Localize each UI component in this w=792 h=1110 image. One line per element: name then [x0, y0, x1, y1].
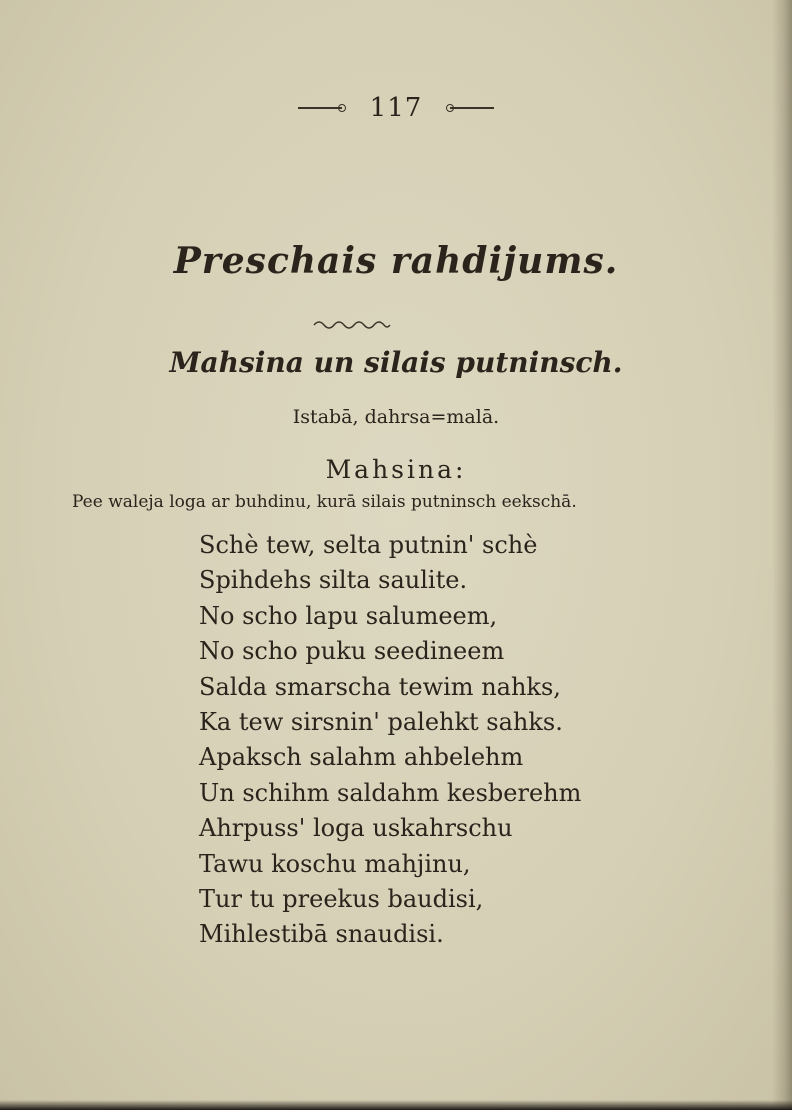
left-arrow-ornament — [298, 107, 342, 109]
page-bottom-edge — [0, 1100, 792, 1110]
verse-line: Spihdehs silta saulite. — [199, 566, 468, 595]
verse-line: Schè tew, selta putnin' schè — [199, 531, 538, 559]
scene-setting: Istabā, dahrsa=malā. — [292, 406, 500, 428]
verse-line: Salda smarscha tewim nahks, — [199, 672, 561, 701]
section-title: Preschais rahdijums. — [173, 240, 619, 282]
wave-divider-ornament — [312, 318, 392, 332]
page-header — [0, 88, 792, 128]
verse-line: Mihlestibā snaudisi. — [199, 920, 444, 949]
verse-line: No scho lapu salumeem, — [199, 601, 498, 630]
page-number: 117 — [369, 93, 423, 123]
verse-line: Ahrpuss' loga uskahrschu — [199, 814, 513, 843]
page-edge-shadow — [772, 0, 792, 1110]
verse-line: Tur tu preekus baudisi, — [199, 884, 484, 913]
poem-title: Mahsina un silais putninsch. — [169, 346, 623, 379]
verse-line: Tawu koschu mahjinu, — [199, 849, 471, 878]
verse-line: Apaksch salahm ahbelehm — [199, 743, 524, 772]
right-arrow-ornament — [450, 107, 494, 109]
verse-line: Ka tew sirsnin' palehkt sahks. — [199, 707, 563, 736]
speaker-name: Mahsina: — [325, 455, 467, 484]
stage-direction: Pee waleja loga ar buhdinu, kurā silais putninsch eekschā. — [72, 492, 577, 512]
verse-block — [199, 528, 679, 953]
verse-line: No scho puku seedineem — [199, 637, 505, 666]
verse-line: Un schihm saldahm kesberehm — [199, 778, 582, 807]
